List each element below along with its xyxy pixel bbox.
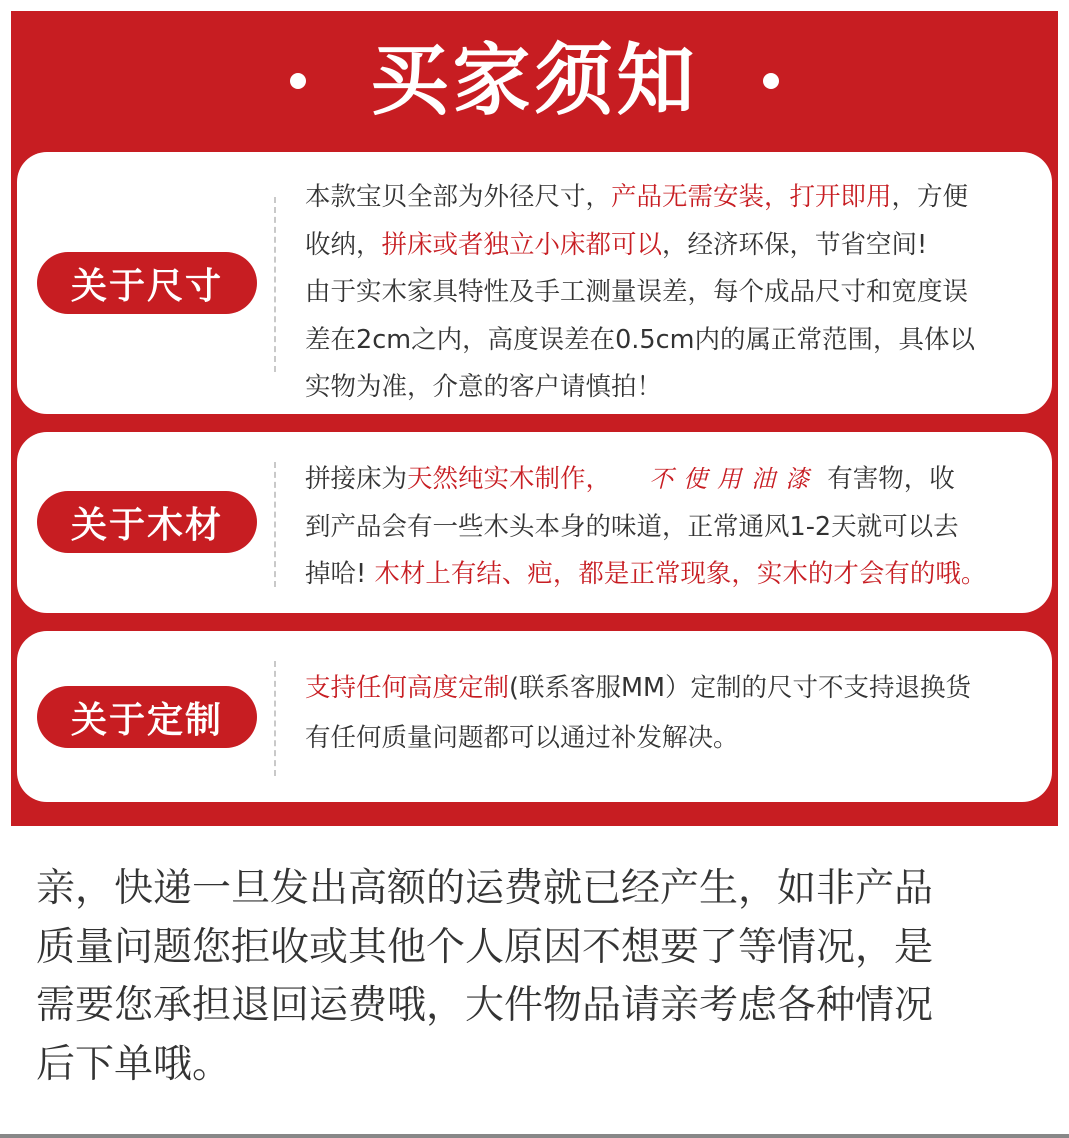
title-dot-left <box>290 73 306 89</box>
notice-line: 质量问题您拒收或其他个人原因不想要了等情况，是 <box>36 924 934 970</box>
text-line: 由于实木家具特性及手工测量误差，每个成品尺寸和宽度误 <box>305 277 969 307</box>
wood-section-label: 关于木材 <box>37 491 257 553</box>
text-line: 到产品会有一些木头本身的味道，正常通风1-2天就可以去 <box>305 511 959 542</box>
wood-section-card <box>17 432 1052 613</box>
text-line: 本款宝贝全部为外径尺寸，产品无需安装，打开即用，方便 <box>305 182 969 212</box>
handwritten-note: 不使用油漆 <box>649 465 820 493</box>
wood-section-text <box>305 456 1040 599</box>
text-line: 掉哈! 木材上有结、疤，都是正常现象，实木的才会有的哦。 <box>305 559 987 589</box>
custom-section-label: 关于定制 <box>37 686 257 748</box>
notice-line: 亲，快递一旦发出高额的运费就已经产生，如非产品 <box>36 866 934 911</box>
banner-title-row <box>11 11 1058 151</box>
size-section-card <box>17 152 1052 414</box>
shipping-notice <box>36 860 1036 1094</box>
text-line: 拼接床为天然纯实木制作， 不使用油漆 有害物，收 <box>305 464 955 494</box>
custom-section-card <box>17 631 1052 802</box>
title-dot-right <box>763 73 779 89</box>
text-line: 实物为准，介意的客户请慎拍！ <box>305 372 663 402</box>
text-line: 支持任何高度定制(联系客服MM）定制的尺寸不支持退换货 <box>305 673 971 703</box>
custom-section-text <box>305 663 1040 763</box>
section-divider <box>274 197 276 372</box>
section-divider <box>274 661 276 776</box>
size-section-label: 关于尺寸 <box>37 252 257 314</box>
text-line: 有任何质量问题都可以通过补发解决。 <box>305 723 739 753</box>
section-divider <box>274 462 276 587</box>
text-line: 差在2cm之内，高度误差在0.5cm内的属正常范围，具体以 <box>305 324 975 355</box>
bottom-divider <box>0 1134 1069 1138</box>
notice-line: 后下单哦。 <box>36 1041 232 1087</box>
buyer-notice-banner <box>11 11 1058 826</box>
text-line: 收纳，拼床或者独立小床都可以，经济环保，节省空间! <box>305 229 928 260</box>
notice-line: 需要您承担退回运费哦，大件物品请亲考虑各种情况 <box>36 983 934 1028</box>
banner-title: 买家须知 <box>370 36 699 126</box>
size-section-text <box>305 174 1040 412</box>
